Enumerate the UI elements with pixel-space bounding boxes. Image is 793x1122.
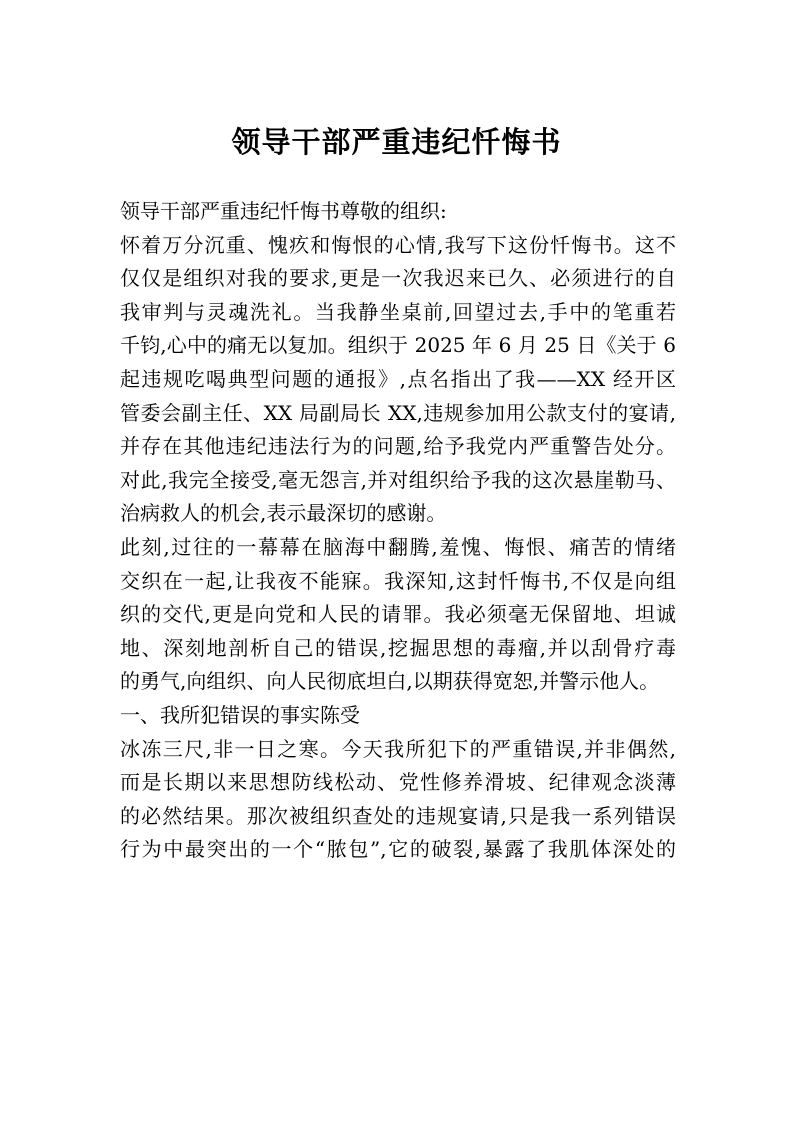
- text-line: 管委会副主任、XX 局副局长 XX,违规参加用公款支付的宴请,: [120, 400, 676, 425]
- text-line: 对此,我完全接受,毫无怨言,并对组织给予我的这次悬崖勒马、: [120, 467, 676, 492]
- text-line: 治病救人的机会,表示最深切的感谢。: [120, 501, 447, 526]
- text-line: 我审判与灵魂洗礼。当我静坐桌前,回望过去,手中的笔重若: [120, 299, 676, 324]
- text-line: 织的交代,更是向党和人民的请罪。我必须毫无保留地、坦诚: [120, 602, 676, 627]
- text-line: 此刻,过往的一幕幕在脑海中翻腾,羞愧、悔恨、痛苦的情绪: [120, 534, 676, 559]
- text-line: 而是长期以来思想防线松动、党性修养滑坡、纪律观念淡薄: [120, 770, 676, 795]
- text-line: 交织在一起,让我夜不能寐。我深知,这封忏悔书,不仅是向组: [120, 568, 676, 593]
- text-line: 起违规吃喝典型问题的通报》,点名指出了我——XX 经开区: [120, 366, 676, 391]
- text-line: 冰冻三尺,非一日之寒。今天我所犯下的严重错误,并非偶然,: [120, 736, 676, 761]
- text-line: 的勇气,向组织、向人民彻底坦白,以期获得宽恕,并警示他人。: [120, 669, 660, 694]
- document-title: 领导干部严重违纪忏悔书: [231, 125, 562, 159]
- text-line: 千钧,心中的痛无以复加。组织于 2025 年 6 月 25 日《关于 6: [120, 333, 676, 358]
- text-line: 地、深刻地剖析自己的错误,挖掘思想的毒瘤,并以刮骨疗毒: [120, 635, 676, 660]
- text-line: 一、我所犯错误的事实陈受: [120, 702, 360, 727]
- text-line: 领导干部严重违纪忏悔书尊敬的组织:: [120, 199, 447, 223]
- text-line: 仅仅是组织对我的要求,更是一次我迟来已久、必须进行的自: [120, 266, 676, 291]
- text-line: 怀着万分沉重、愧疚和悔恨的心情,我写下这份忏悔书。这不: [120, 232, 676, 257]
- text-line: 行为中最突出的一个“脓包”,它的破裂,暴露了我肌体深处的: [120, 837, 676, 862]
- document-body: [120, 195, 676, 867]
- text-line: 的必然结果。那次被组织查处的违规宴请,只是我一系列错误: [120, 803, 676, 828]
- text-line: 并存在其他违纪违法行为的问题,给予我党内严重警告处分。: [120, 434, 676, 459]
